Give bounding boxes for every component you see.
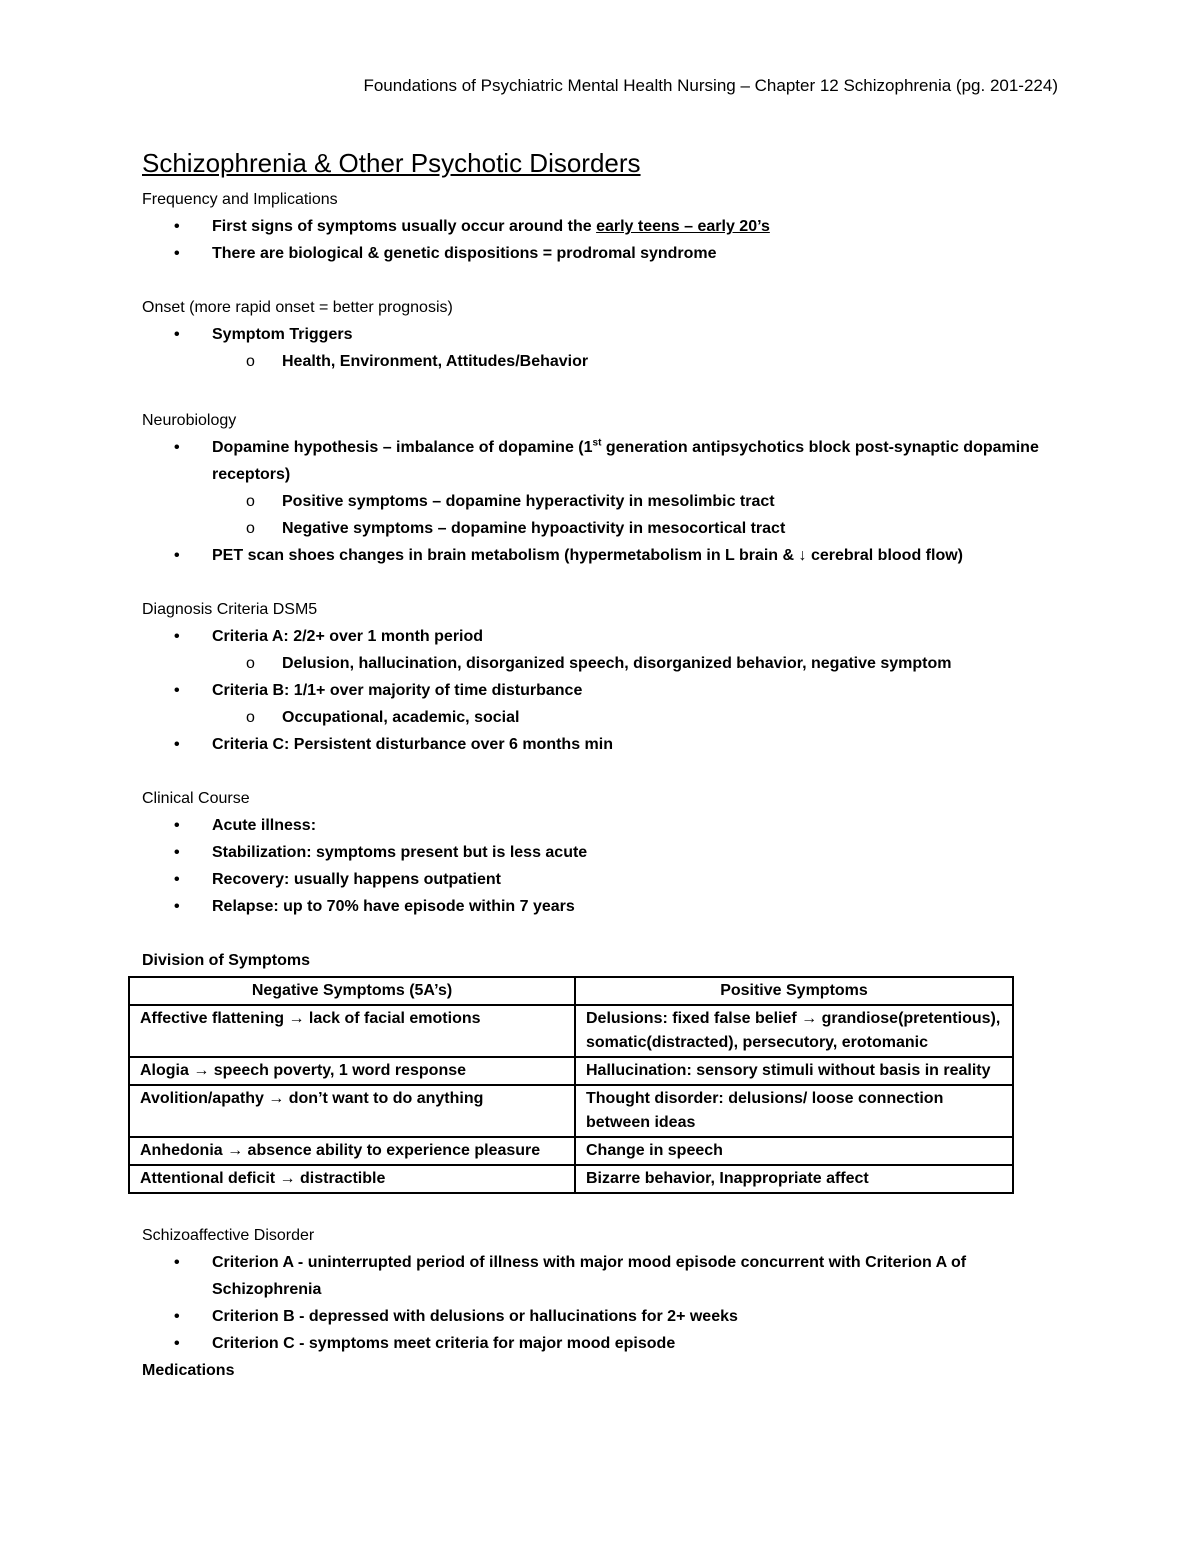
- table-cell: Attentional deficit → distractible: [129, 1165, 575, 1193]
- table-cell: Anhedonia → absence ability to experience pleasure: [129, 1137, 575, 1165]
- list-item: • Stabilization: symptoms present but is less acute: [142, 839, 1062, 866]
- section-heading-diagnosis: Diagnosis Criteria DSM5: [142, 601, 318, 618]
- table-cell: Change in speech: [575, 1137, 1013, 1165]
- column-header-negative: Negative Symptoms (5A’s): [129, 977, 575, 1005]
- list-item: • Criteria B: 1/1+ over majority of time disturbance o Occupational, academic, social: [142, 677, 1062, 731]
- section-heading-clinical-course: Clinical Course: [142, 790, 250, 807]
- onset-list: [142, 321, 1062, 375]
- sub-list-item: o Negative symptoms – dopamine hypoactivity in mesocortical tract: [140, 515, 1062, 542]
- page-title: Schizophrenia & Other Psychotic Disorders: [142, 148, 641, 178]
- table-row: [129, 1165, 1013, 1193]
- bullet-icon: •: [174, 817, 180, 834]
- list-item: • PET scan shoes changes in brain metabolism (hypermetabolism in L brain & ↓ cerebral blood flow): [142, 542, 1062, 569]
- list-item: • Recovery: usually happens outpatient: [142, 866, 1062, 893]
- bullet-icon: •: [174, 898, 180, 915]
- bullet-icon: •: [174, 218, 180, 235]
- page-header: Foundations of Psychiatric Mental Health Nursing – Chapter 12 Schizophrenia (pg. 201-224): [363, 76, 1058, 95]
- section-heading-medications: Medications: [142, 1362, 235, 1379]
- table-row: [129, 1137, 1013, 1165]
- bullet-icon: •: [174, 871, 180, 888]
- section-heading-onset: Onset (more rapid onset = better prognosis): [142, 299, 453, 316]
- table-row: [129, 1057, 1013, 1085]
- list-item: • Acute illness:: [142, 812, 1062, 839]
- list-item: • First signs of symptoms usually occur around the early teens – early 20’s: [142, 213, 1062, 240]
- list-item: • There are biological & genetic dispositions = prodromal syndrome: [142, 240, 1062, 267]
- circle-bullet-icon: o: [246, 520, 255, 537]
- clinical-course-list: [142, 812, 1062, 920]
- bullet-icon: •: [174, 1335, 180, 1352]
- column-header-positive: Positive Symptoms: [575, 977, 1013, 1005]
- sub-list-item: o Delusion, hallucination, disorganized speech, disorganized behavior, negative symptom: [140, 650, 1062, 677]
- bullet-icon: •: [174, 245, 180, 262]
- list-item: • Criterion C - symptoms meet criteria for major mood episode: [142, 1330, 1062, 1357]
- sub-list: [212, 348, 1062, 375]
- bullet-icon: •: [174, 628, 180, 645]
- section-heading-frequency: Frequency and Implications: [142, 191, 338, 208]
- table-row: [129, 1085, 1013, 1137]
- sub-list: [212, 704, 1062, 731]
- table-cell: Alogia → speech poverty, 1 word response: [129, 1057, 575, 1085]
- table-cell: Hallucination: sensory stimuli without basis in reality: [575, 1057, 1013, 1085]
- diagnosis-list: [142, 623, 1062, 758]
- bullet-icon: •: [174, 844, 180, 861]
- list-item: • Criterion A - uninterrupted period of illness with major mood episode concurrent with Criterion A of Schizophrenia: [142, 1249, 1062, 1303]
- table-row: [129, 1005, 1013, 1057]
- sub-list-item: o Positive symptoms – dopamine hyperactivity in mesolimbic tract: [140, 488, 1062, 515]
- table-cell: Avolition/apathy → don’t want to do anything: [129, 1085, 575, 1137]
- list-item: • Criteria C: Persistent disturbance over 6 months min: [142, 731, 1062, 758]
- table-cell: Thought disorder: delusions/ loose connection between ideas: [575, 1085, 1013, 1137]
- bullet-icon: •: [174, 439, 180, 456]
- symptoms-table: [128, 976, 1014, 1194]
- list-item: • Criteria A: 2/2+ over 1 month period o Delusion, hallucination, disorganized speech, disorganized behavior, negative symptom: [142, 623, 1062, 677]
- underlined-text: early teens – early 20’s: [596, 218, 770, 235]
- schizoaffective-list: [142, 1249, 1062, 1357]
- section-heading-neurobiology: Neurobiology: [142, 412, 237, 429]
- table-cell: Affective flattening → lack of facial emotions: [129, 1005, 575, 1057]
- bullet-icon: •: [174, 736, 180, 753]
- sub-list-item: o Health, Environment, Attitudes/Behavior: [140, 348, 1062, 375]
- list-item: • Symptom Triggers o Health, Environment, Attitudes/Behavior: [142, 321, 1062, 375]
- circle-bullet-icon: o: [246, 709, 255, 726]
- document-body: [142, 146, 1062, 1384]
- bullet-icon: •: [174, 682, 180, 699]
- circle-bullet-icon: o: [246, 493, 255, 510]
- bullet-icon: •: [174, 326, 180, 343]
- frequency-list: [142, 213, 1062, 267]
- table-cell: Delusions: fixed false belief → grandiose(pretentious), somatic(distracted), persecutory, erotomanic: [575, 1005, 1013, 1057]
- list-item: • Dopamine hypothesis – imbalance of dopamine (1st generation antipsychotics block post-synaptic dopamine receptors) o Positive symptoms – dopamine hyperactivity in mesolimbic tract o Negative symptoms – dopamine hypoactivity in mesocortical tract: [142, 434, 1062, 542]
- list-item: • Criterion B - depressed with delusions or hallucinations for 2+ weeks: [142, 1303, 1062, 1330]
- section-heading-division: Division of Symptoms: [142, 952, 311, 969]
- list-item: • Relapse: up to 70% have episode within 7 years: [142, 893, 1062, 920]
- sub-list: [212, 488, 1062, 542]
- circle-bullet-icon: o: [246, 353, 255, 370]
- bullet-icon: •: [174, 547, 180, 564]
- table-cell: Bizarre behavior, Inappropriate affect: [575, 1165, 1013, 1193]
- table-header-row: [129, 977, 1013, 1005]
- neurobiology-list: [142, 434, 1062, 569]
- bullet-icon: •: [174, 1308, 180, 1325]
- section-heading-schizoaffective: Schizoaffective Disorder: [142, 1227, 315, 1244]
- circle-bullet-icon: o: [246, 655, 255, 672]
- sub-list: [212, 650, 1062, 677]
- sub-list-item: o Occupational, academic, social: [140, 704, 1062, 731]
- bullet-icon: •: [174, 1254, 180, 1271]
